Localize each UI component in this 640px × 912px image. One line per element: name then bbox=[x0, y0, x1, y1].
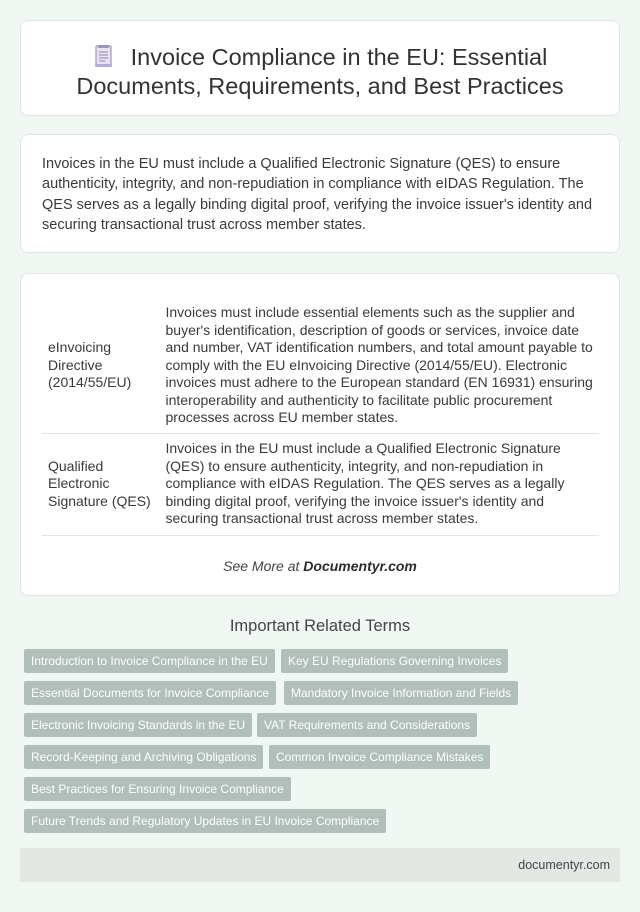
related-term-tag[interactable]: Common Invoice Compliance Mistakes bbox=[269, 745, 490, 769]
related-term-tag[interactable]: Record-Keeping and Archiving Obligations bbox=[24, 745, 263, 769]
table-row bbox=[42, 433, 599, 535]
table-term: Qualified Electronic Signature (QES) bbox=[42, 433, 159, 535]
documents-table-card bbox=[20, 273, 620, 596]
related-terms-heading: Important Related Terms bbox=[229, 617, 411, 635]
related-term-tag[interactable]: Essential Documents for Invoice Compliance bbox=[24, 681, 276, 705]
table-row bbox=[42, 298, 599, 433]
page-title-line-1 bbox=[21, 43, 619, 72]
see-more-site[interactable]: Documentyr.com bbox=[303, 558, 417, 574]
page-title-text-1: Invoice Compliance in the EU: Essential bbox=[130, 44, 548, 70]
see-more-prefix: See More at bbox=[223, 558, 304, 574]
footer-site[interactable]: documentyr.com bbox=[518, 858, 610, 872]
related-term-tag[interactable]: Introduction to Invoice Compliance in the EU bbox=[24, 649, 275, 673]
related-term-tag[interactable]: Future Trends and Regulatory Updates in EU Invoice Compliance bbox=[24, 809, 386, 833]
table-description: Invoices must include essential elements such as the supplier and buyer's identification, description of goods or services, invoice date and number, VAT identification numbers, and total amount payable to comply with the EU eInvoicing Directive (2014/55/EU). Electronic invoices must adhere to the European standard (EN 16931) ensuring interoperability and authenticity to facilitate public procurement processes across EU member states. bbox=[159, 298, 599, 433]
table-term: eInvoicing Directive (2014/55/EU) bbox=[42, 298, 159, 433]
table-description: Invoices in the EU must include a Qualified Electronic Signature (QES) to ensure authenticity, integrity, and non-repudiation in compliance with eIDAS Regulation. The QES serves as a legally binding digital proof, verifying the invoice issuer's identity and securing transactional trust across member states. bbox=[159, 433, 599, 535]
documents-table bbox=[42, 298, 599, 536]
page-title-text-2: Documents, Requirements, and Best Practices bbox=[76, 73, 564, 99]
related-term-tag[interactable]: Electronic Invoicing Standards in the EU bbox=[24, 713, 252, 737]
summary-card bbox=[20, 134, 620, 253]
page-title bbox=[21, 43, 619, 101]
related-term-tag[interactable]: Key EU Regulations Governing Invoices bbox=[281, 649, 508, 673]
footer bbox=[20, 848, 620, 882]
title-card bbox=[20, 20, 620, 116]
see-more-link[interactable] bbox=[21, 558, 619, 574]
related-term-tag[interactable]: Mandatory Invoice Information and Fields bbox=[284, 681, 518, 705]
summary-text: Invoices in the EU must include a Qualified Electronic Signature (QES) to ensure authenticity, integrity, and non-repudiation in compliance with eIDAS Regulation. The QES serves as a legally binding digital proof, verifying the invoice issuer's identity and securing transactional trust across member states. bbox=[42, 156, 593, 233]
related-term-tag[interactable]: VAT Requirements and Considerations bbox=[257, 713, 477, 737]
related-term-tag[interactable]: Best Practices for Ensuring Invoice Compliance bbox=[24, 777, 291, 801]
document-icon bbox=[93, 44, 115, 68]
